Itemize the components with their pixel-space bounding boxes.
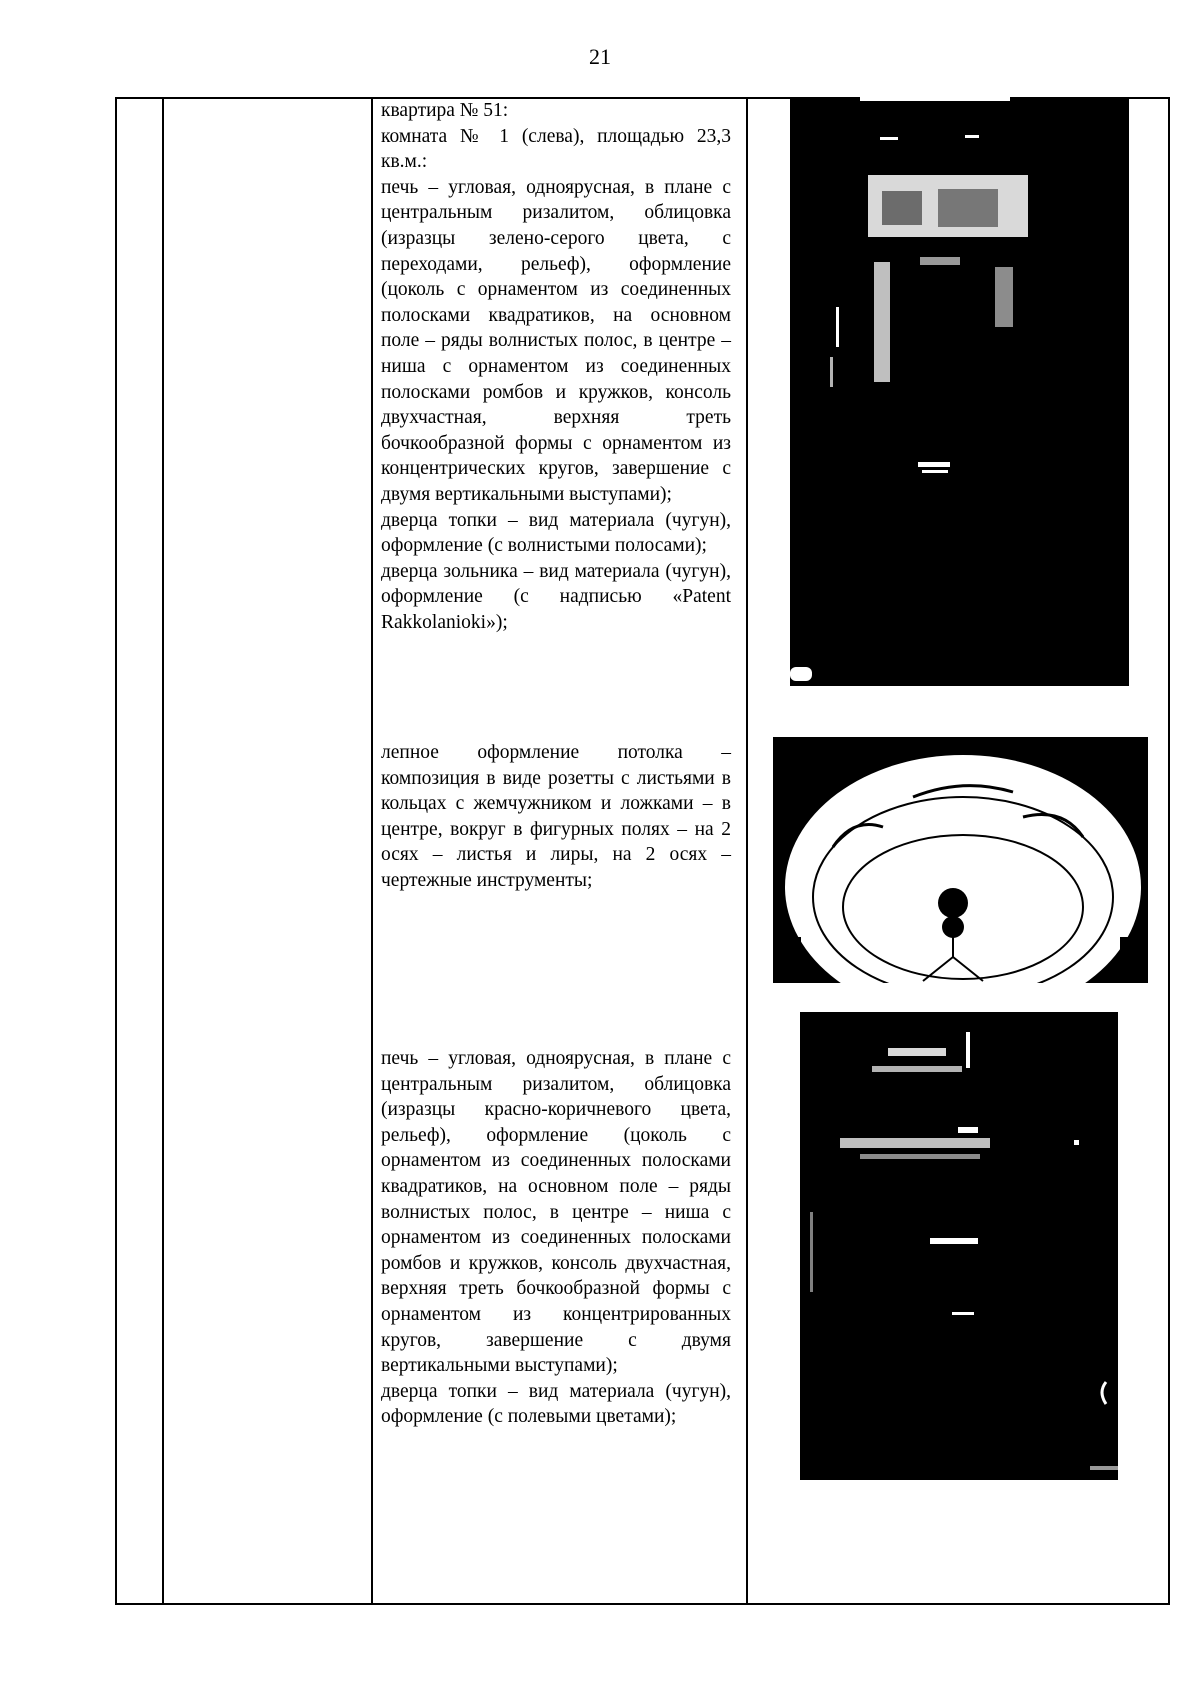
firebox-door-description: дверца топки – вид материала (чугун), оформление (с волнистыми полосами); xyxy=(381,509,731,557)
column-divider-3 xyxy=(746,99,748,1603)
room-description: комната № 1 (слева), площадью 23,3 кв.м.: xyxy=(381,125,731,173)
description-block-ceiling xyxy=(381,740,731,894)
stove-2-description: печь – угловая, одноярусная, в плане с центральным ризалитом, облицовка (изразцы красно-коричневого цвета, рельеф), оформление (цоколь с орнаментом из соединенных полосками квадратиков, на основном поле – ряды волнистых полос, в центре – ниша с орнаментом из соединенных полосками ромбов и кружков, консоль двухчастная, верхняя треть бочкообразной формы с орнаментом из концентрированных кругов, завершение с двумя вертикальными выступами); xyxy=(381,1048,731,1377)
description-block-stove-2 xyxy=(381,1046,731,1430)
ash-door-description: дверца зольника – вид материала (чугун), оформление (с надписью «Patent Rakkolanioki»); xyxy=(381,560,731,633)
column-divider-2 xyxy=(371,99,373,1603)
firebox-door-2-description: дверца топки – вид материала (чугун), оформление (с полевыми цветами); xyxy=(381,1380,731,1428)
stove-photo-1 xyxy=(790,97,1129,686)
page-number: 21 xyxy=(589,44,611,69)
column-divider-1 xyxy=(162,99,164,1603)
ceiling-description: лепное оформление потолка – композиция в виде розетты с листьями в кольцах с жемчужником и ложками – в центре, вокруг в фигурных полях – на 2 осях – листья и лиры, на 2 осях – чертежные инструменты; xyxy=(381,742,731,891)
stove-photo-2 xyxy=(800,1012,1118,1480)
ceiling-rosette-photo xyxy=(773,737,1148,983)
description-block-apartment-51 xyxy=(381,98,731,635)
apartment-heading: квартира № 51: xyxy=(381,100,509,121)
stove-description: печь – угловая, одноярусная, в плане с центральным ризалитом, облицовка (изразцы зелено-серого цвета, с переходами, рельеф), оформление (цоколь с орнаментом из соединенных полосками квадратиков, на основном поле – ряды волнистых полос, в центре – ниша с орнаментом из соединенных полосками ромбов и кружков, консоль двухчастная, верхняя треть бочкообразной формы с орнаментом из концентрических кругов, завершение с двумя вертикальными выступами); xyxy=(381,176,731,505)
